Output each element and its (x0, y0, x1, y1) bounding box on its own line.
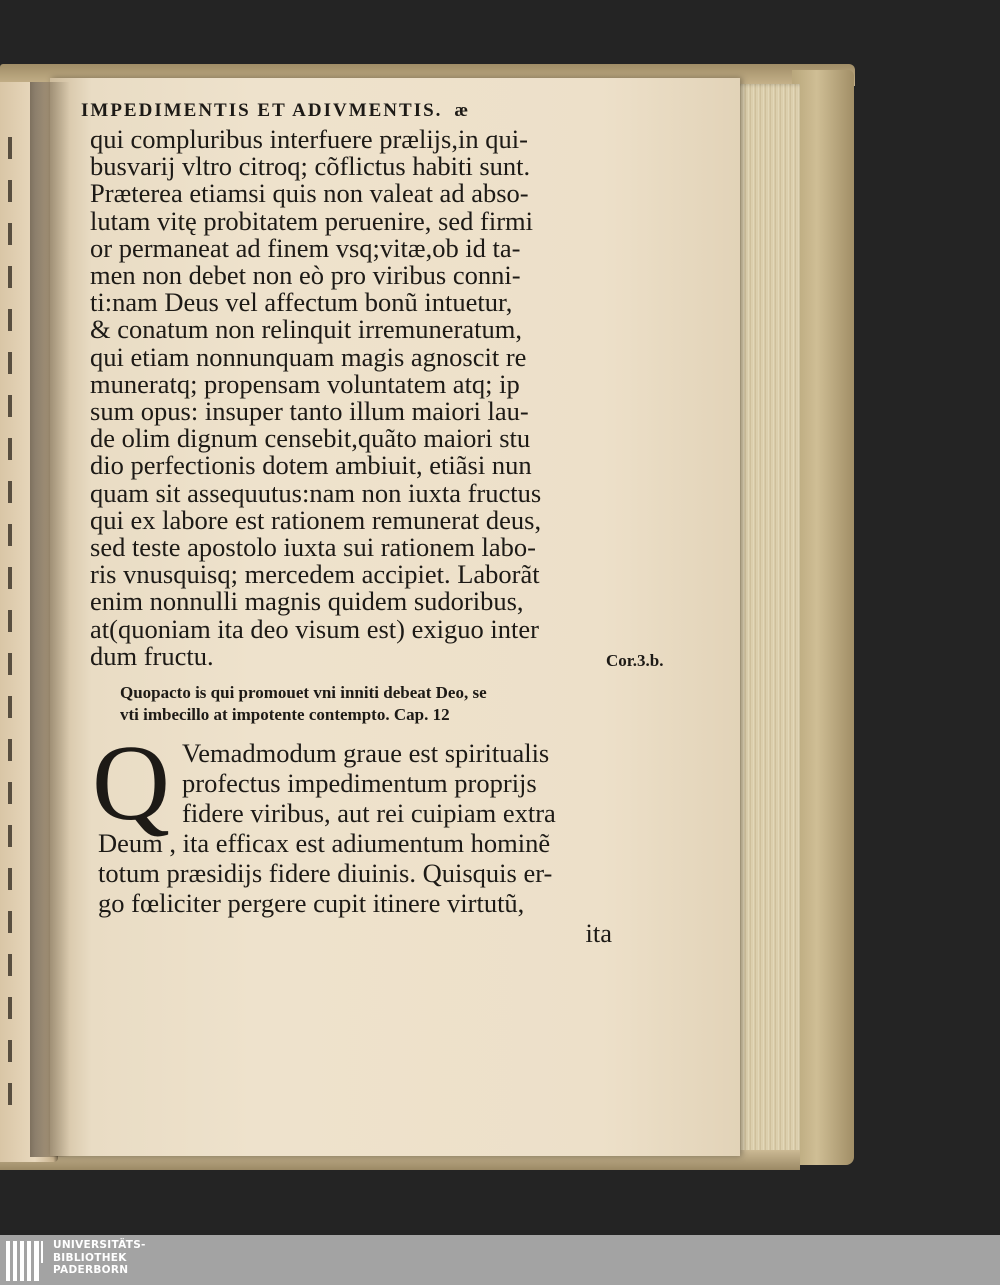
text-line: men non debet non eò pro viribus conni- (90, 260, 521, 291)
text-line: totum præsidijs fidere diuinis. Quisquis er- (98, 858, 553, 889)
chapter-body (78, 724, 638, 949)
library-name-line: BIBLIOTHEK (53, 1251, 127, 1264)
page-text-block (78, 100, 638, 948)
gutter-shadow (30, 82, 70, 1157)
body-lines (78, 126, 638, 670)
text-line: Præterea etiamsi quis non valeat ad abso- (90, 178, 529, 209)
text-line: lutam vitę probitatem peruenire, sed firmi (90, 205, 533, 236)
text-line: go fœliciter pergere cupit itinere virtutũ, (98, 888, 525, 919)
chapter-heading (120, 682, 638, 726)
library-name-line: UNIVERSITÄTS- (53, 1239, 146, 1251)
text-line: sum opus: insuper tanto illum maiori lau- (90, 396, 529, 427)
text-line: qui compluribus interfuere prælijs,in qui- (90, 124, 528, 154)
book-cover-right-edge (792, 70, 854, 1165)
page-edges-block (732, 84, 800, 1169)
text-line: ti:nam Deus vel affectum bonũ intuetur, (90, 287, 513, 318)
text-line: profectus impedimentum proprijs (182, 768, 537, 799)
library-name-line: PADERBORN (53, 1264, 129, 1276)
text-line: busvarij vltro citroq; cõflictus habiti sunt. (90, 151, 531, 182)
running-head-title: IMPEDIMENTIS ET ADIVMENTIS. (81, 100, 443, 121)
catchword: ita (585, 918, 612, 949)
folio-mark: æ (454, 100, 471, 121)
library-footer-bar (0, 1235, 1000, 1285)
text-line: dum fructu. (90, 640, 214, 671)
text-line: dio perfectionis dotem ambiuit, etiãsi nun (90, 450, 532, 481)
text-line: quam sit assequutus:nam non iuxta fructus (90, 477, 542, 508)
text-line: de olim dignum censebit,quãto maiori stu (90, 423, 531, 454)
chapter-heading-line: Quopacto is qui promouet vni inniti debeat Deo, se (120, 683, 487, 703)
library-logo (6, 1241, 44, 1281)
text-line: & conatum non relinquit irremuneratum, (90, 314, 522, 345)
text-line: enim nonnulli magnis quidem sudoribus, (90, 586, 524, 617)
text-line: or permaneat ad finem vsq;vitæ,ob id ta- (90, 232, 521, 263)
left-page-text-fragments (4, 137, 18, 1137)
text-line: Deum , ita efficax est adiumentum hominẽ (98, 828, 551, 859)
text-line: at(quoniam ita deo visum est) exiguo inter (90, 613, 539, 644)
text-line: qui ex labore est rationem remunerat deus, (90, 504, 542, 535)
text-line: Vemadmodum graue est spiritualis (182, 738, 550, 769)
text-line: sed teste apostolo iuxta sui rationem labo- (90, 532, 536, 563)
text-line: qui etiam nonnunquam magis agnoscit re (90, 341, 527, 372)
chapter-heading-line: vti imbecillo at impotente contempto. Cap. 12 (120, 705, 450, 725)
drop-initial: Q (92, 724, 170, 844)
text-line: muneratq; propensam voluntatem atq; ip (90, 368, 520, 399)
text-line: ris vnusquisq; mercedem accipiet. Laborãt (90, 559, 540, 590)
library-name (53, 1239, 146, 1277)
marginal-note: Cor.3.b. (606, 651, 664, 670)
running-head (81, 100, 638, 122)
text-line: fidere viribus, aut rei cuipiam extra (182, 798, 556, 829)
